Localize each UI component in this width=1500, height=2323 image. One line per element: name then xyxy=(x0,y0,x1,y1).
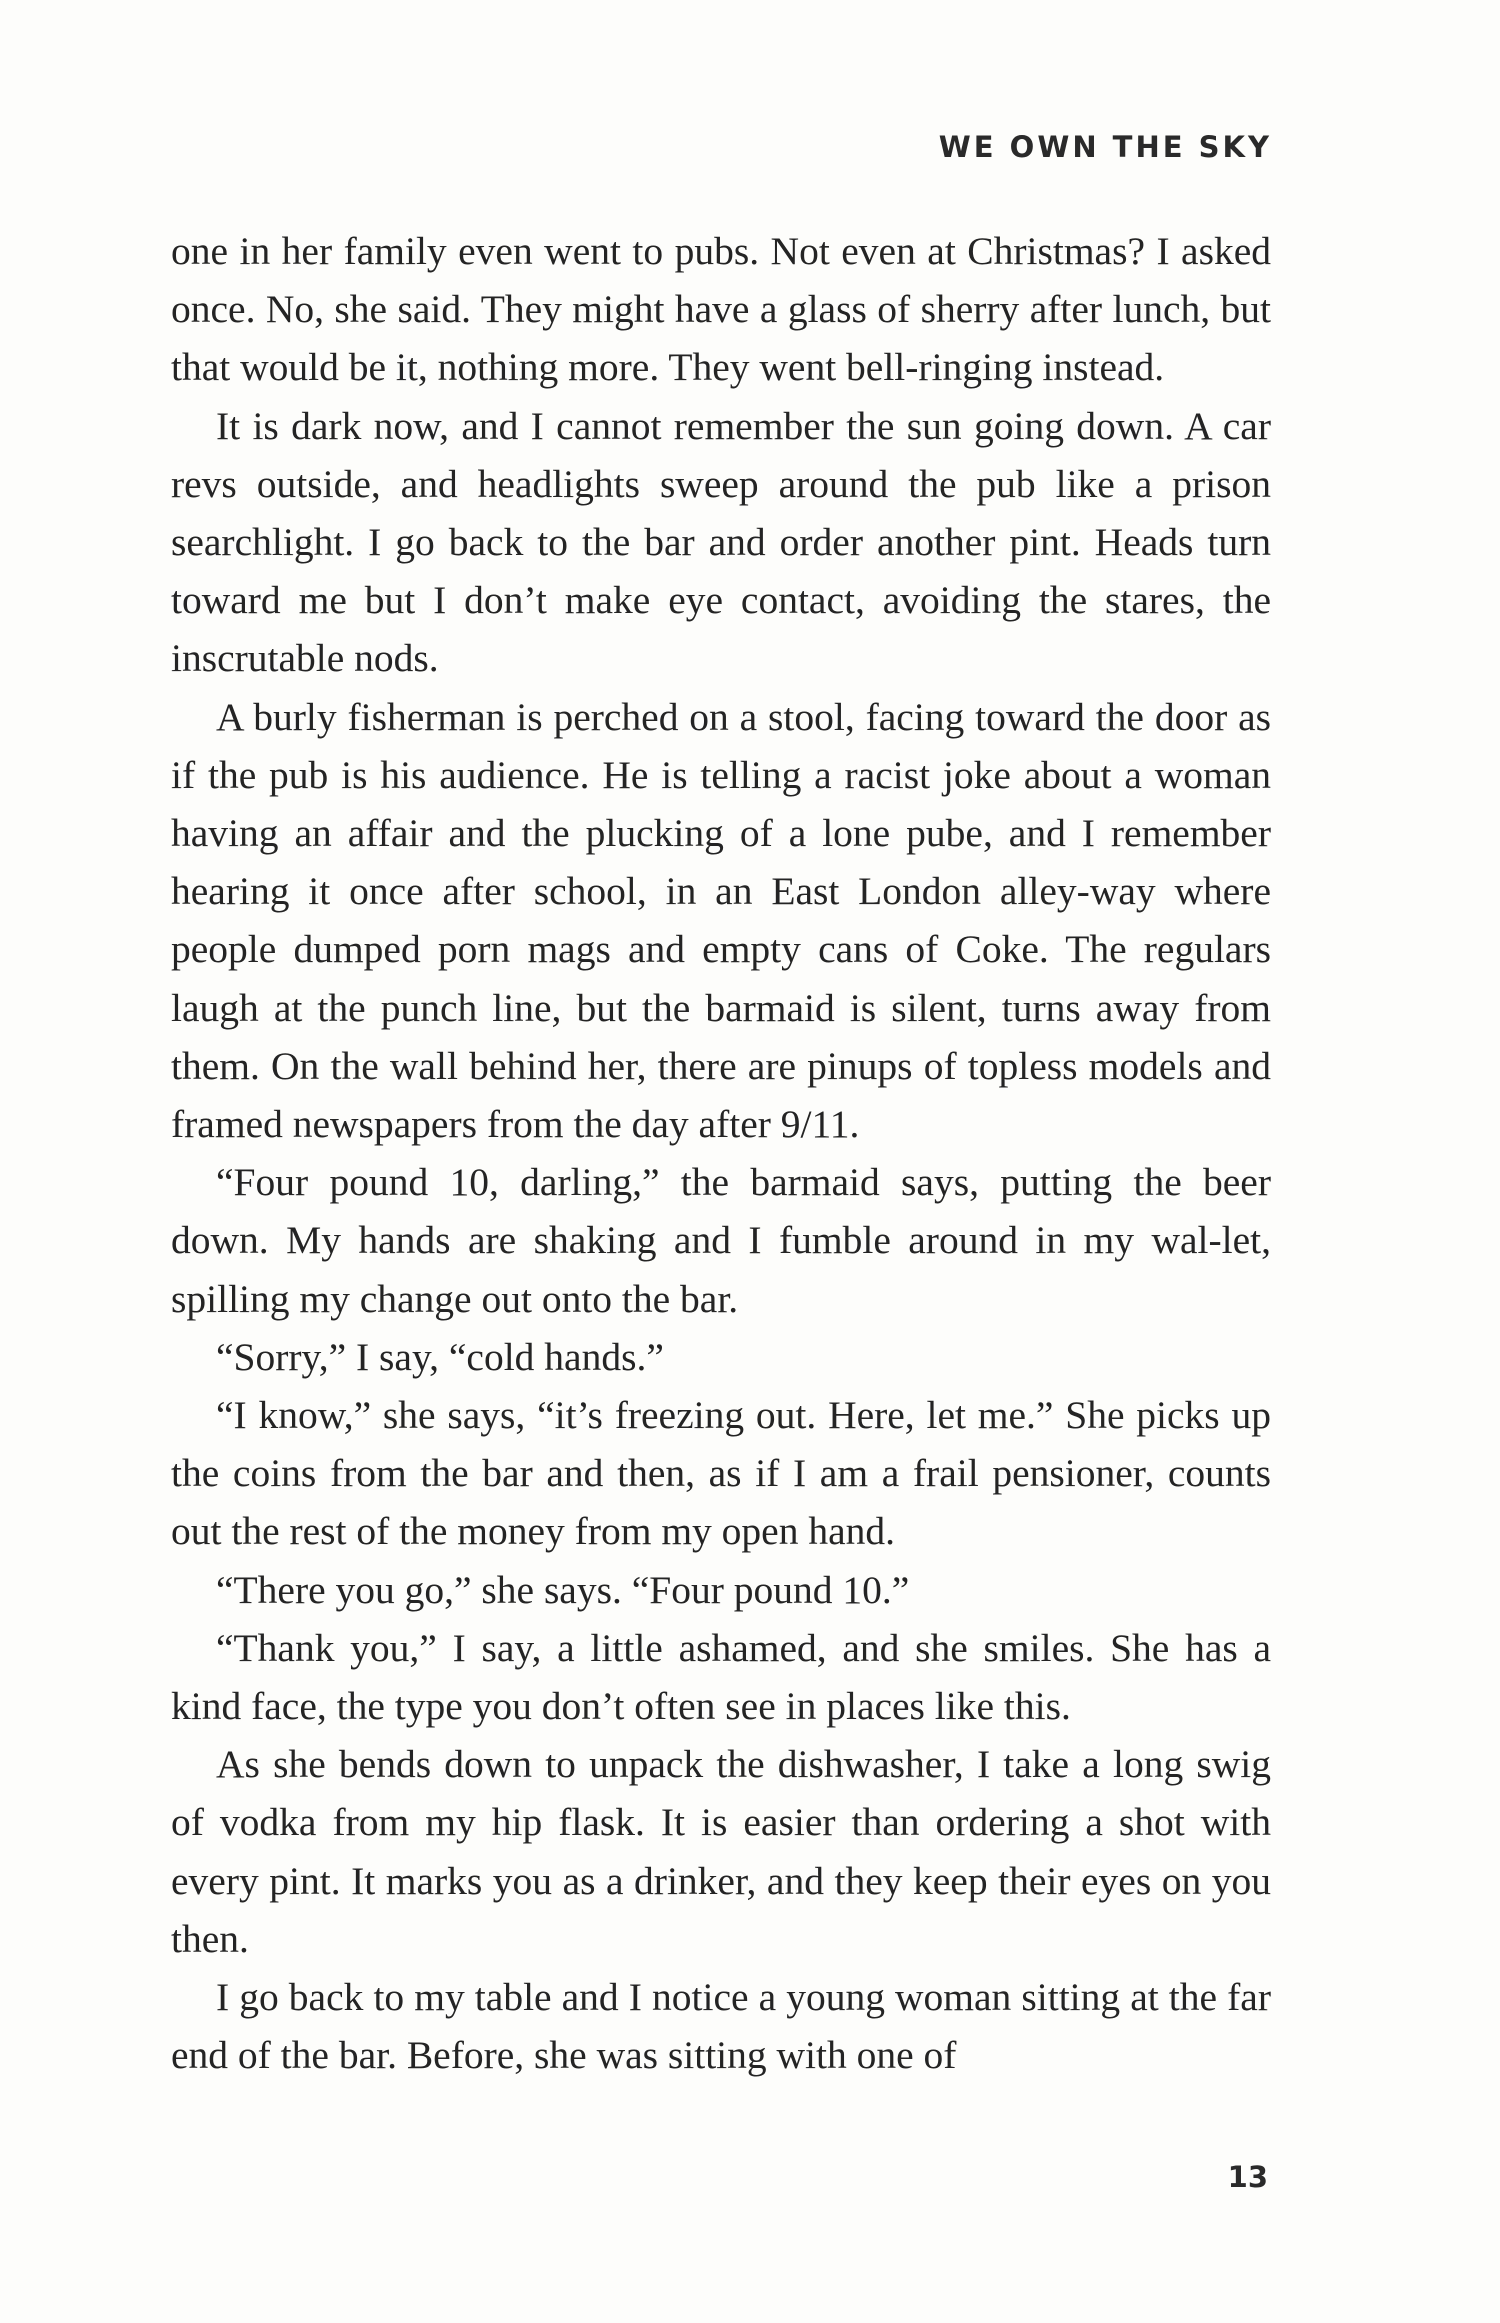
paragraph: “Sorry,” I say, “cold hands.” xyxy=(216,1334,664,1379)
paragraph: As she bends down to unpack the dishwasher, I take a long swig of vodka from my hip flask. It is easier than ordering a shot with every pint. It marks you as a drinker, and they keep their eyes on you then. xyxy=(171,1742,1271,1961)
paragraph: I go back to my table and I notice a young woman sitting at the far end of the bar. Before, she was sitting with one of xyxy=(171,1975,1271,2078)
paragraph: “Thank you,” I say, a little ashamed, and she smiles. She has a kind face, the type you don’t often see in places like this. xyxy=(171,1625,1271,1729)
paragraph: one in her family even went to pubs. Not even at Christmas? I asked once. No, she said. They might have a glass of sherry after lunch, but that would be it, nothing more. They went bell-ringing instead. xyxy=(171,229,1271,390)
paragraph: “Four pound 10, darling,” the barmaid says, putting the beer down. My hands are shaking and I fumble around in my wal-let, spilling my change out onto the bar. xyxy=(171,1160,1271,1321)
paragraph: “There you go,” she says. “Four pound 10.” xyxy=(216,1567,910,1612)
page-number: 13 xyxy=(1227,2160,1268,2194)
paragraph: It is dark now, and I cannot remember the sun going down. A car revs outside, and headlights sweep around the pub like a prison searchlight. I go back to the bar and order another pint. Heads turn toward me but I don’t make eye contact, avoiding the stares, the inscrutable nods. xyxy=(171,403,1271,681)
body-text xyxy=(171,222,1271,2085)
running-head: WE OWN THE SKY xyxy=(938,130,1272,164)
paragraph: A burly fisherman is perched on a stool, facing toward the door as if the pub is his audience. He is telling a racist joke about a woman having an affair and the plucking of a lone pube, and I remember hearing it once after school, in an East London alley-way where people dumped porn mags and empty cans of Coke. The regulars laugh at the punch line, but the barmaid is silent, turns away from them. On the wall behind her, there are pinups of topless models and framed newspapers from the day after 9/11. xyxy=(171,694,1271,1147)
paragraph: “I know,” she says, “it’s freezing out. Here, let me.” She picks up the coins from the bar and then, as if I am a frail pensioner, counts out the rest of the money from my open hand. xyxy=(171,1393,1271,1554)
